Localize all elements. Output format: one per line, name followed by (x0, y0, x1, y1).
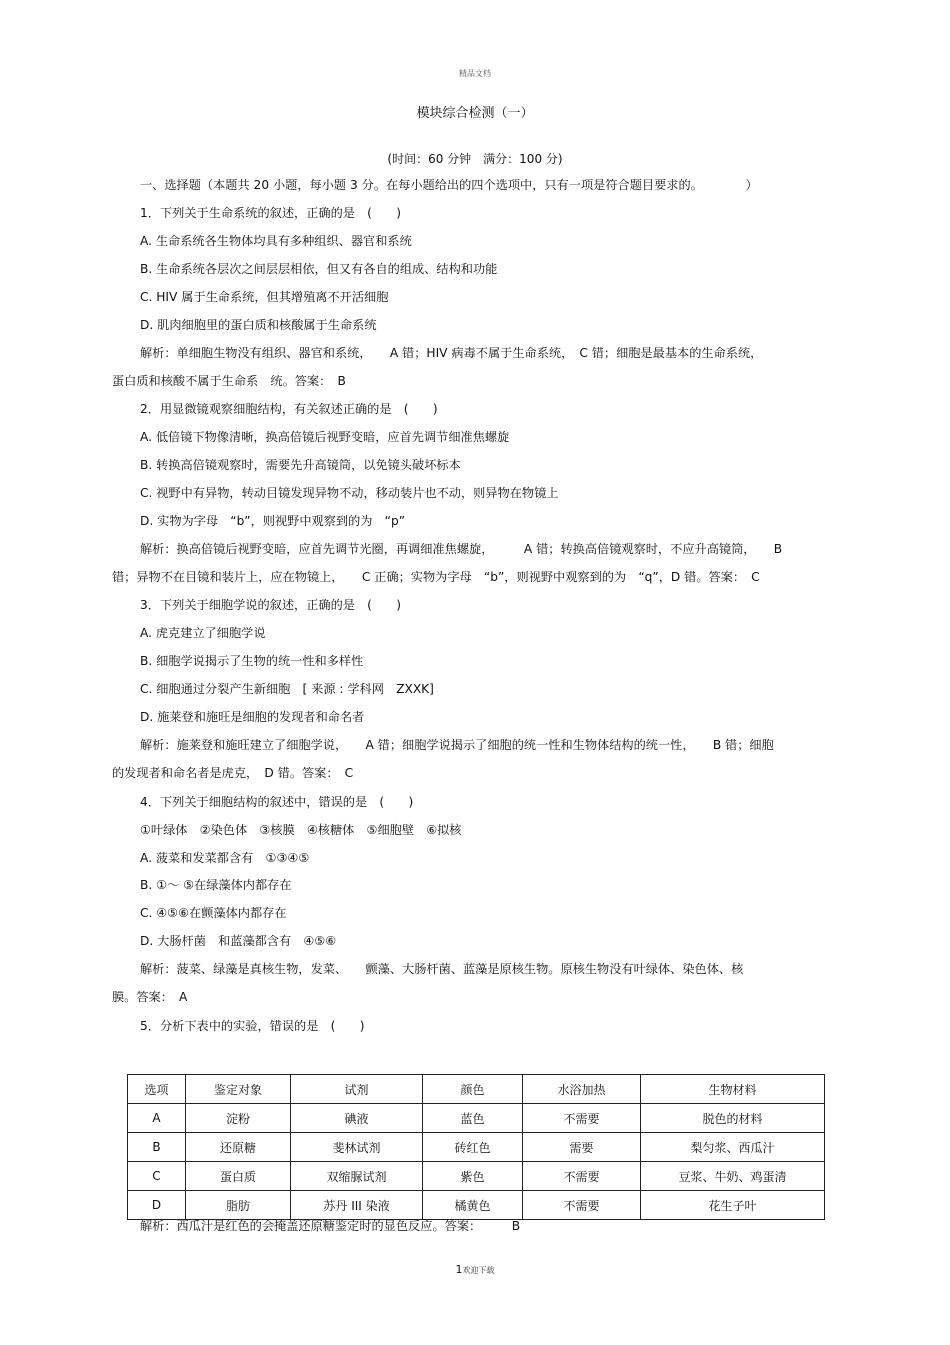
q4-explanation-line2: 膜。答案： A (112, 990, 188, 1004)
table-header-cell: 试剂 (291, 1075, 423, 1104)
table-header-cell: 水浴加热 (523, 1075, 641, 1104)
experiment-table (127, 1074, 825, 1220)
table-row (128, 1104, 825, 1133)
table-cell: 脱色的材料 (641, 1104, 825, 1133)
table-header-cell: 生物材料 (641, 1075, 825, 1104)
table-cell: 脂肪 (186, 1191, 291, 1220)
q3-stem: 3．下列关于细胞学说的叙述，正确的是 ( ) (140, 598, 402, 612)
q3-explanation-line1: 解析：施莱登和施旺建立了细胞学说， A 错；细胞学说揭示了细胞的统一性和生物体结构的统一性， B 错；细胞 (140, 738, 774, 752)
q2-option-b: B. 转换高倍镜观察时，需要先升高镜筒，以免镜头破坏标本 (140, 458, 461, 472)
table-cell: 紫色 (423, 1162, 523, 1191)
q4-stem: 4．下列关于细胞结构的叙述中，错误的是 ( ) (140, 795, 414, 809)
q4-option-d: D. 大肠杆菌 和蓝藻都含有 ④⑤⑥ (140, 934, 337, 948)
q1-explanation-line2: 蛋白质和核酸不属于生命系 统。答案： B (112, 374, 346, 388)
q1-option-b: B. 生命系统各层次之间层层相依，但又有各自的组成、结构和功能 (140, 262, 498, 276)
table-cell: 蛋白质 (186, 1162, 291, 1191)
table-header-row (128, 1075, 825, 1104)
table-cell: 双缩脲试剂 (291, 1162, 423, 1191)
q2-stem: 2．用显微镜观察细胞结构，有关叙述正确的是 ( ) (140, 402, 438, 416)
section-heading: 一、选择题（本题共 20 小题，每小题 3 分。在每小题给出的四个选项中，只有一项是符合题目要求的。 ） (140, 178, 758, 192)
q4-items: ①叶绿体 ②染色体 ③核膜 ④核糖体 ⑤细胞壁 ⑥拟核 (140, 823, 462, 837)
table-header-cell: 鉴定对象 (186, 1075, 291, 1104)
q2-option-a: A. 低倍镜下物像清晰，换高倍镜后视野变暗，应首先调节细准焦螺旋 (140, 430, 510, 444)
q3-option-a: A. 虎克建立了细胞学说 (140, 626, 266, 640)
table-cell: C (128, 1162, 186, 1191)
q2-explanation-line1: 解析：换高倍镜后视野变暗，应首先调节光圈，再调细准焦螺旋， A 错；转换高倍镜观察时，不应升高镜筒， B (140, 542, 783, 556)
table-row (128, 1191, 825, 1220)
q4-option-a: A. 菠菜和发菜都含有 ①③④⑤ (140, 851, 310, 865)
q2-option-c: C. 视野中有异物，转动目镜发现异物不动，移动装片也不动，则异物在物镜上 (140, 486, 559, 500)
table-cell: 豆浆、牛奶、鸡蛋清 (641, 1162, 825, 1191)
q5-stem: 5．分析下表中的实验，错误的是 ( ) (140, 1019, 365, 1033)
q1-stem: 1．下列关于生命系统的叙述，正确的是 ( ) (140, 206, 402, 220)
table-cell: 梨匀浆、西瓜汁 (641, 1133, 825, 1162)
exam-meta: (时间：60 分钟 满分：100 分) (387, 152, 563, 166)
table-cell: 淀粉 (186, 1104, 291, 1133)
table-cell: 不需要 (523, 1191, 641, 1220)
q3-option-c: C. 细胞通过分裂产生新细胞 [ 来源 : 学科网 ZXXK] (140, 682, 434, 696)
q3-explanation-line2: 的发现者和命名者是虎克， D 错。答案： C (112, 766, 354, 780)
table-cell: 不需要 (523, 1162, 641, 1191)
table-row (128, 1133, 825, 1162)
page-number: 1 (455, 1263, 463, 1276)
q1-option-d: D. 肌肉细胞里的蛋白质和核酸属于生命系统 (140, 318, 377, 332)
q4-option-c: C. ④⑤⑥在颤藻体内都存在 (140, 906, 287, 920)
table-row (128, 1162, 825, 1191)
table-cell: 还原糖 (186, 1133, 291, 1162)
table-cell: 砖红色 (423, 1133, 523, 1162)
q3-option-b: B. 细胞学说揭示了生物的统一性和多样性 (140, 654, 364, 668)
table-header-cell: 颜色 (423, 1075, 523, 1104)
table-cell: A (128, 1104, 186, 1133)
table-cell: 苏丹 III 染液 (291, 1191, 423, 1220)
table-cell: 需要 (523, 1133, 641, 1162)
page-title: 模块综合检测（一） (416, 106, 534, 121)
table-cell: 斐林试剂 (291, 1133, 423, 1162)
q2-option-d: D. 实物为字母 “b”，则视野中观察到的为 “p” (140, 514, 406, 528)
q3-option-d: D. 施莱登和施旺是细胞的发现者和命名者 (140, 710, 365, 724)
table-cell: B (128, 1133, 186, 1162)
q2-explanation-line2: 错；异物不在目镜和装片上，应在物镜上， C 正确；实物为字母 “b”，则视野中观察到的为 “q”，D 错。答案： C (112, 570, 760, 584)
table-header-cell: 选项 (128, 1075, 186, 1104)
page-footer (0, 1263, 950, 1276)
table-cell: 不需要 (523, 1104, 641, 1133)
table-cell: 碘液 (291, 1104, 423, 1133)
footer-note: 欢迎下载 (462, 1266, 495, 1275)
q1-option-a: A. 生命系统各生物体均具有多种组织、器官和系统 (140, 234, 412, 248)
table-cell: 花生子叶 (641, 1191, 825, 1220)
table-cell: 橘黄色 (423, 1191, 523, 1220)
header-note: 精品文档 (459, 69, 491, 78)
q4-option-b: B. ①～ ⑤在绿藻体内都存在 (140, 878, 292, 892)
q1-option-c: C. HIV 属于生命系统，但其增殖离不开活细胞 (140, 290, 389, 304)
q5-explanation: 解析：西瓜汁是红色的会掩盖还原糖鉴定时的显色反应。答案： B (140, 1219, 521, 1233)
q1-explanation-line1: 解析：单细胞生物没有组织、器官和系统， A 错；HIV 病毒不属于生命系统， C 错；细胞是最基本的生命系统， (140, 346, 763, 360)
table-cell: D (128, 1191, 186, 1220)
table-cell: 蓝色 (423, 1104, 523, 1133)
q4-explanation-line1: 解析：菠菜、绿藻是真核生物，发菜、 颤藻、大肠杆菌、蓝藻是原核生物。原核生物没有叶绿体、染色体、核 (140, 962, 744, 976)
